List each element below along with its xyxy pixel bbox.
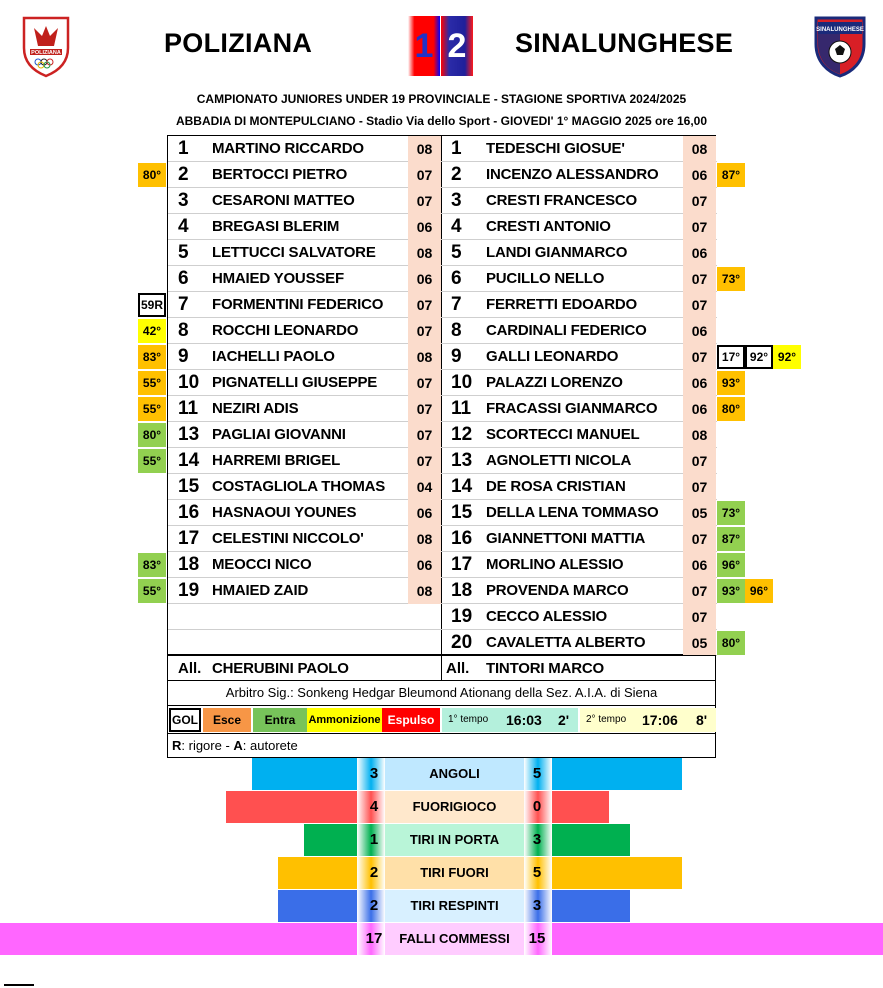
stat-bar-home <box>0 923 357 955</box>
note-a-text: : autorete <box>242 738 298 753</box>
stat-home-value: 4 <box>369 798 379 815</box>
home-event-mark: 55° <box>138 397 166 421</box>
home-score: 1 <box>408 16 440 76</box>
coaches-row <box>167 655 716 681</box>
away-player-vote: 07 <box>683 526 716 552</box>
stat-away-value: 3 <box>532 831 542 848</box>
away-player-vote: 07 <box>683 448 716 474</box>
home-player-number: 7 <box>178 294 189 315</box>
away-player-vote: 05 <box>683 500 716 526</box>
away-player-vote: 06 <box>683 162 716 188</box>
away-player-number: 16 <box>451 528 473 549</box>
home-player-name: IACHELLI PAOLO <box>212 348 335 365</box>
home-player-vote: 06 <box>408 214 441 240</box>
home-player-number: 10 <box>178 372 200 393</box>
legend-espulso: Espulso <box>382 708 440 732</box>
away-event-mark: 80° <box>717 631 745 655</box>
away-player-vote: 07 <box>683 266 716 292</box>
home-event-mark: 80° <box>138 423 166 447</box>
home-player-number: 19 <box>178 580 200 601</box>
away-player-number: 10 <box>451 372 473 393</box>
away-player-name: DE ROSA CRISTIAN <box>486 478 626 495</box>
home-player-number: 3 <box>178 190 189 211</box>
home-player-vote: 08 <box>408 578 441 604</box>
away-team-name: SINALUNGHESE <box>515 28 734 58</box>
first-half-box <box>442 708 578 732</box>
first-half-label: 1° tempo <box>448 714 489 725</box>
home-player-number: 9 <box>178 346 189 367</box>
lineup-row <box>168 214 717 240</box>
away-player-vote: 07 <box>683 474 716 500</box>
home-player-number: 11 <box>178 398 199 419</box>
competition-title: CAMPIONATO JUNIORES UNDER 19 PROVINCIALE - STAGIONE SPORTIVA 2024/2025 <box>196 92 687 106</box>
referee-line: Arbitro Sig.: Sonkeng Hedgar Bleumond Ationang della Sez. A.I.A. di Siena <box>167 681 716 706</box>
note-r: R <box>172 738 182 753</box>
away-player-name: DELLA LENA TOMMASO <box>486 504 659 521</box>
stat-label: FUORIGIOCO <box>412 799 497 814</box>
second-half-time: 17:06 <box>642 712 678 728</box>
lineup-row <box>168 526 717 552</box>
stat-bar-away <box>552 824 630 856</box>
home-player-number: 4 <box>178 216 189 237</box>
away-player-number: 11 <box>451 398 472 419</box>
away-player-number: 20 <box>451 632 473 653</box>
lineup-table <box>167 135 716 655</box>
home-event-mark: 83° <box>138 553 166 577</box>
lineup-row <box>168 318 717 344</box>
stat-row <box>357 791 552 823</box>
away-player-vote: 08 <box>683 136 716 162</box>
away-event-mark: 87° <box>717 527 745 551</box>
home-player-vote: 08 <box>408 344 441 370</box>
home-player-vote: 08 <box>408 240 441 266</box>
home-player-name: NEZIRI ADIS <box>212 400 299 417</box>
lineup-row <box>168 422 717 448</box>
home-player-vote: 04 <box>408 474 441 500</box>
home-player-number: 5 <box>178 242 189 263</box>
poliziana-logo <box>18 14 74 78</box>
home-player-name: COSTAGLIOLA THOMAS <box>212 478 386 495</box>
away-player-name: SCORTECCI MANUEL <box>486 426 640 443</box>
home-player-name: PAGLIAI GIOVANNI <box>212 426 346 443</box>
svg-text:SINALUNGHESE: SINALUNGHESE <box>816 27 864 33</box>
note-a: A <box>233 738 243 753</box>
away-player-vote: 07 <box>683 214 716 240</box>
stat-away-value: 15 <box>528 930 546 947</box>
home-player-name: ROCCHI LEONARDO <box>212 322 359 339</box>
home-player-vote: 07 <box>408 292 441 318</box>
away-player-name: FRACASSI GIANMARCO <box>486 400 658 417</box>
home-event-mark: 55° <box>138 579 166 603</box>
away-event-mark: 93° <box>717 579 745 603</box>
home-coach-label: All. <box>178 660 202 677</box>
home-player-number: 6 <box>178 268 189 289</box>
away-player-name: GALLI LEONARDO <box>486 348 619 365</box>
first-half-time: 16:03 <box>506 712 542 728</box>
lineup-row <box>168 370 717 396</box>
home-player-name: BREGASI BLERIM <box>212 218 340 235</box>
away-event-mark: 96° <box>745 579 773 603</box>
svg-text:POLIZIANA: POLIZIANA <box>31 50 61 56</box>
home-player-vote: 07 <box>408 448 441 474</box>
lineup-row <box>168 552 717 578</box>
away-player-name: LANDI GIANMARCO <box>486 244 628 261</box>
away-player-name: CECCO ALESSIO <box>486 608 608 625</box>
away-player-name: CARDINALI FEDERICO <box>486 322 647 339</box>
away-player-number: 19 <box>451 606 473 627</box>
stat-home-value: 17 <box>365 930 383 947</box>
away-player-vote: 06 <box>683 240 716 266</box>
away-player-vote: 07 <box>683 188 716 214</box>
second-half-box <box>580 708 716 732</box>
stat-away-value: 5 <box>532 864 542 881</box>
away-player-vote: 07 <box>683 344 716 370</box>
legend-esce: Esce <box>203 708 251 732</box>
lineup-row <box>168 474 717 500</box>
home-player-name: HARREMI BRIGEL <box>212 452 341 469</box>
away-player-number: 15 <box>451 502 473 523</box>
stat-home-value: 2 <box>369 897 379 914</box>
away-player-name: GIANNETTONI MATTIA <box>486 530 646 547</box>
stat-bar-home <box>278 857 357 889</box>
stat-label: TIRI RESPINTI <box>410 898 499 913</box>
stat-bar-home <box>252 758 357 790</box>
home-player-number: 13 <box>178 424 200 445</box>
away-event-mark: 92° <box>745 345 773 369</box>
away-coach-label: All. <box>446 660 470 677</box>
home-player-vote: 07 <box>408 318 441 344</box>
away-player-number: 9 <box>451 346 462 367</box>
lineup-row <box>168 266 717 292</box>
away-player-number: 4 <box>451 216 462 237</box>
stat-row <box>357 890 552 922</box>
legend-entra: Entra <box>253 708 307 732</box>
stat-home-value: 2 <box>369 864 379 881</box>
stat-home-value: 1 <box>369 831 379 848</box>
home-player-name: MEOCCI NICO <box>212 556 312 573</box>
home-player-number: 2 <box>178 164 189 185</box>
away-event-mark: 92° <box>773 345 801 369</box>
lineup-row <box>168 188 717 214</box>
away-player-name: CRESTI ANTONIO <box>486 218 611 235</box>
away-player-name: PALAZZI LORENZO <box>486 374 623 391</box>
away-player-number: 7 <box>451 294 462 315</box>
home-player-number: 1 <box>178 138 189 159</box>
stat-bar-away <box>552 923 883 955</box>
home-event-mark: 80° <box>138 163 166 187</box>
stat-label: ANGOLI <box>429 766 480 781</box>
away-player-number: 3 <box>451 190 462 211</box>
legend-ammonizione: Ammonizione <box>307 708 382 732</box>
stat-bar-away <box>552 758 682 790</box>
away-player-vote: 07 <box>683 292 716 318</box>
away-player-number: 13 <box>451 450 473 471</box>
away-player-number: 18 <box>451 580 473 601</box>
away-coach-name: TINTORI MARCO <box>486 660 604 677</box>
away-player-number: 6 <box>451 268 462 289</box>
home-player-vote: 06 <box>408 266 441 292</box>
stat-row <box>357 758 552 790</box>
away-player-number: 8 <box>451 320 462 341</box>
home-player-name: HMAIED ZAID <box>212 582 309 599</box>
home-player-number: 14 <box>178 450 200 471</box>
venue-date: ABBADIA DI MONTEPULCIANO - Stadio Via dello Sport - GIOVEDI' 1° MAGGIO 2025 ore 16,00 <box>175 114 708 128</box>
lineup-row <box>168 396 717 422</box>
away-player-name: CAVALETTA ALBERTO <box>486 634 646 651</box>
lineup-row <box>168 162 717 188</box>
away-event-mark: 80° <box>717 397 745 421</box>
stat-away-value: 0 <box>532 798 542 815</box>
home-player-name: CELESTINI NICCOLO' <box>212 530 364 547</box>
away-event-mark: 96° <box>717 553 745 577</box>
home-coach-name: CHERUBINI PAOLO <box>212 660 349 677</box>
lineup-row <box>168 344 717 370</box>
home-player-name: MARTINO RICCARDO <box>212 140 364 157</box>
legend-gol: GOL <box>169 708 201 732</box>
stat-row <box>357 923 552 955</box>
stat-label: TIRI FUORI <box>420 865 489 880</box>
home-team-name: POLIZIANA <box>164 28 313 58</box>
stat-bar-away <box>552 791 609 823</box>
away-player-vote: 05 <box>683 630 716 656</box>
lineup-row <box>168 240 717 266</box>
away-player-number: 1 <box>451 138 462 159</box>
home-event-mark: 55° <box>138 449 166 473</box>
away-player-name: TEDESCHI GIOSUE' <box>486 140 625 157</box>
lineup-row <box>168 292 717 318</box>
home-player-number: 17 <box>178 528 200 549</box>
stat-bar-home <box>226 791 357 823</box>
stat-away-value: 5 <box>532 765 542 782</box>
first-half-recovery: 2' <box>558 712 570 728</box>
away-player-name: CRESTI FRANCESCO <box>486 192 637 209</box>
away-player-vote: 06 <box>683 396 716 422</box>
lineup-row <box>168 500 717 526</box>
stat-away-value: 3 <box>532 897 542 914</box>
lineup-row <box>168 578 717 604</box>
home-player-vote: 08 <box>408 526 441 552</box>
stat-label: TIRI IN PORTA <box>409 832 500 847</box>
note-r-text: : rigore - <box>181 738 234 753</box>
lineup-row <box>168 448 717 474</box>
sinalunghese-logo <box>812 14 868 78</box>
away-event-mark: 17° <box>717 345 745 369</box>
home-event-mark: 83° <box>138 345 166 369</box>
home-event-mark: 59R <box>138 293 166 317</box>
away-player-name: PROVENDA MARCO <box>486 582 629 599</box>
home-player-name: LETTUCCI SALVATORE <box>212 244 376 261</box>
away-player-name: PUCILLO NELLO <box>486 270 605 287</box>
away-player-number: 5 <box>451 242 462 263</box>
away-player-vote: 08 <box>683 422 716 448</box>
away-score: 2 <box>441 16 473 76</box>
stat-bar-home <box>278 890 357 922</box>
stat-label: FALLI COMMESSI <box>399 931 510 946</box>
away-player-vote: 07 <box>683 578 716 604</box>
away-player-name: MORLINO ALESSIO <box>486 556 624 573</box>
home-player-number: 15 <box>178 476 200 497</box>
home-player-vote: 06 <box>408 552 441 578</box>
home-event-mark: 42° <box>138 319 166 343</box>
stat-bar-away <box>552 857 682 889</box>
away-player-vote: 07 <box>683 604 716 630</box>
away-player-name: AGNOLETTI NICOLA <box>486 452 632 469</box>
stat-row <box>357 857 552 889</box>
away-player-vote: 06 <box>683 370 716 396</box>
home-player-vote: 08 <box>408 136 441 162</box>
home-player-name: BERTOCCI PIETRO <box>212 166 348 183</box>
away-event-mark: 73° <box>717 267 745 291</box>
lineup-row <box>168 630 717 656</box>
home-player-name: HASNAOUI YOUNES <box>212 504 357 521</box>
home-player-vote: 07 <box>408 162 441 188</box>
home-player-vote: 07 <box>408 188 441 214</box>
home-player-number: 18 <box>178 554 200 575</box>
home-event-mark: 55° <box>138 371 166 395</box>
away-player-number: 17 <box>451 554 473 575</box>
away-event-mark: 93° <box>717 371 745 395</box>
home-player-number: 16 <box>178 502 200 523</box>
away-event-mark: 73° <box>717 501 745 525</box>
away-player-vote: 06 <box>683 552 716 578</box>
home-player-name: CESARONI MATTEO <box>212 192 355 209</box>
bottom-dash <box>4 984 34 986</box>
home-player-vote: 07 <box>408 396 441 422</box>
legend-row <box>167 706 716 734</box>
stat-bar-home <box>304 824 357 856</box>
home-player-vote: 06 <box>408 500 441 526</box>
lineup-row <box>168 604 717 630</box>
second-half-label: 2° tempo <box>586 714 627 725</box>
coaches-divider <box>441 656 442 680</box>
home-player-number: 8 <box>178 320 189 341</box>
away-event-mark: 87° <box>717 163 745 187</box>
away-player-vote: 06 <box>683 318 716 344</box>
home-player-name: HMAIED YOUSSEF <box>212 270 344 287</box>
home-player-name: PIGNATELLI GIUSEPPE <box>212 374 378 391</box>
home-player-name: FORMENTINI FEDERICO <box>212 296 384 313</box>
stat-row <box>357 824 552 856</box>
away-player-name: INCENZO ALESSANDRO <box>486 166 659 183</box>
away-player-number: 2 <box>451 164 462 185</box>
legend-note <box>167 734 716 758</box>
away-player-number: 14 <box>451 476 473 497</box>
home-player-vote: 07 <box>408 422 441 448</box>
stat-home-value: 3 <box>369 765 379 782</box>
stat-bar-away <box>552 890 630 922</box>
away-player-name: FERRETTI EDOARDO <box>486 296 637 313</box>
lineup-row <box>168 136 717 162</box>
away-player-number: 12 <box>451 424 473 445</box>
home-player-vote: 07 <box>408 370 441 396</box>
second-half-recovery: 8' <box>696 712 708 728</box>
